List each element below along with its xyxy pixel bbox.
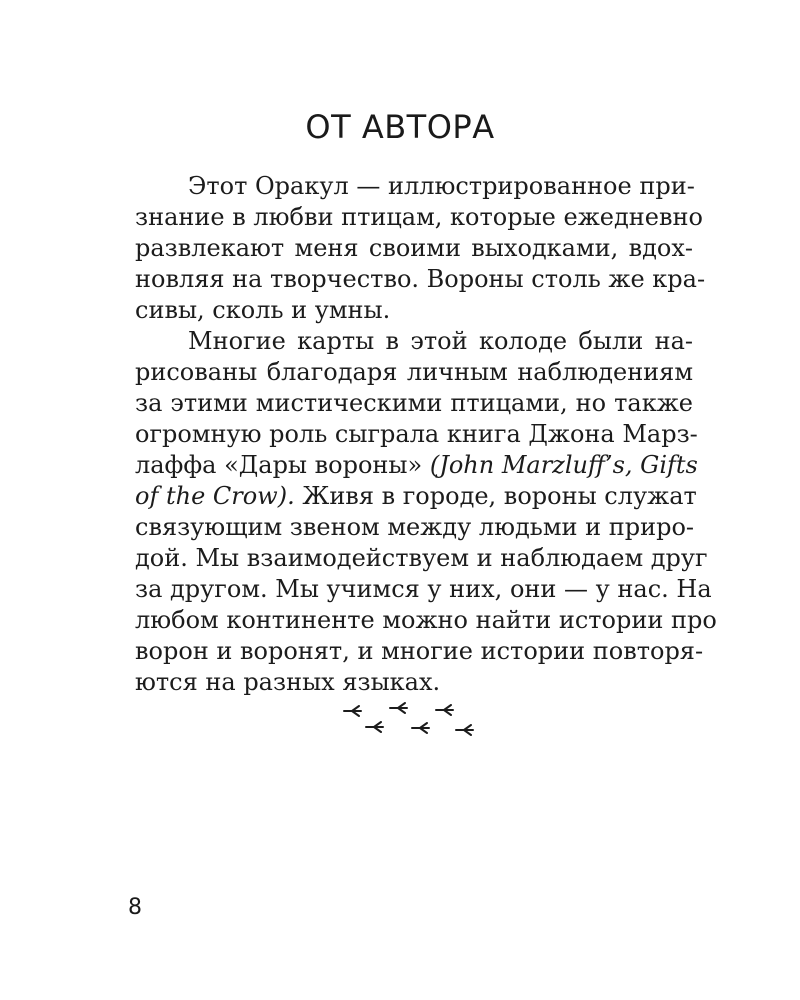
paragraph-2-text: Живя в городе, вороны служат (294, 482, 697, 510)
paragraph-2-line: любом континенте можно найти истории про (135, 606, 717, 634)
bird-tracks-ornament-icon (340, 698, 480, 744)
paragraph-1-line: развлекают меня своими выходками, вдох- (135, 234, 693, 262)
page-number: 8 (128, 895, 142, 920)
paragraph-2-line: Многие карты в этой колоде были на- (188, 327, 693, 355)
paragraph-2-text: лаффа «Дары вороны» (135, 451, 430, 479)
paragraph-2-line (135, 480, 697, 512)
paragraph-2-line (135, 449, 698, 481)
paragraph-1-line: Этот Оракул — иллюстрированное при- (188, 172, 695, 200)
page-title: ОТ АВТОРА (305, 108, 495, 146)
paragraph-2-line: рисованы благодаря личным наблюдениям (135, 358, 693, 386)
paragraph-2-line: связующим звеном между людьми и приро- (135, 513, 695, 541)
paragraph-2-line: за другом. Мы учимся у них, они — у нас. На (135, 575, 712, 603)
paragraph-2-line: ворон и воронят, и многие истории повторя- (135, 637, 704, 665)
paragraph-1-line: знание в любви птицам, которые ежедневно (135, 203, 703, 231)
paragraph-2-line: ются на разных языках. (135, 668, 441, 696)
book-title-italic: (John Marzluff’s, Gifts (429, 451, 698, 479)
paragraph-1-line: новляя на творчество. Вороны столь же кра- (135, 265, 706, 293)
paragraph-2-line: за этими мистическими птицами, но также (135, 389, 693, 417)
paragraph-2-line: огромную роль сыграла книга Джона Марз- (135, 420, 698, 448)
paragraph-2-line: дой. Мы взаимодействуем и наблюдаем друг (135, 544, 708, 572)
book-title-italic: of the Crow). (135, 482, 295, 510)
paragraph-1-line: сивы, сколь и умны. (135, 296, 391, 324)
